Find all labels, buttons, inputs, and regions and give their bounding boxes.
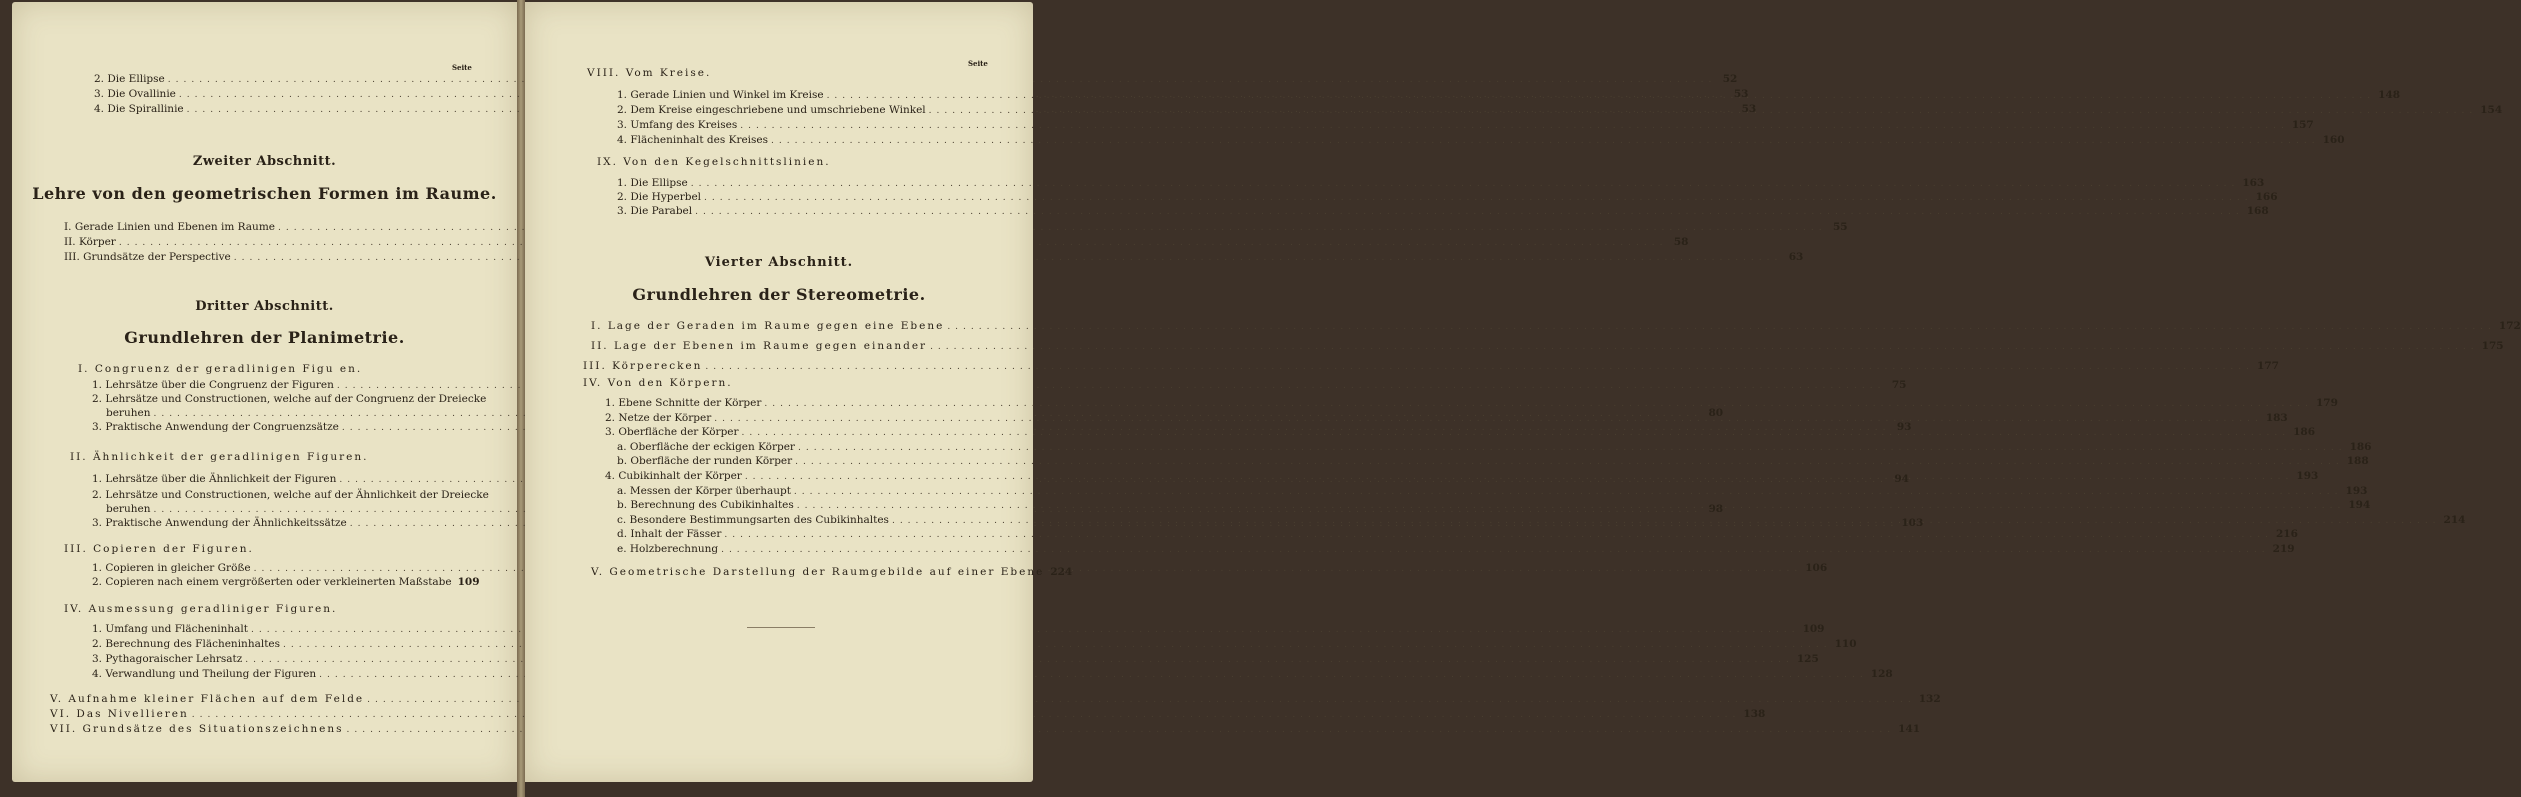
toc-entry-label: 4. Cubikinhalt der Körper [605, 470, 742, 482]
toc-entry-label: 2. Dem Kreise eingeschriebene und umschriebene Winkel [617, 104, 926, 116]
toc-entry-label: 4. Die Spirallinie [94, 103, 184, 115]
toc-entry-page: 193 [2345, 484, 2368, 497]
chapter-title-text: IV. Ausmessung geradliniger Figuren. [64, 603, 338, 615]
toc-entry-label: I. Lage der Geraden im Raume gegen eine Ebene [591, 320, 945, 332]
toc-entry [617, 176, 2265, 191]
toc-entry [583, 359, 2279, 374]
dot-leader [724, 528, 2273, 542]
toc-entry-page: 193 [2296, 470, 2319, 482]
dot-leader [764, 397, 2313, 411]
dot-leader [892, 514, 2441, 528]
toc-entry [617, 527, 2298, 542]
toc-entry-page: 186 [2293, 426, 2316, 439]
seite-label: Seite [968, 59, 988, 68]
toc-entry-page: 52 [1722, 73, 1738, 85]
toc-entry-label: I. Gerade Linien und Ebenen im Raume [64, 221, 275, 233]
toc-entry-label: e. Holzberechnung [617, 543, 719, 555]
toc-entry [50, 707, 1766, 722]
dot-leader [929, 104, 2478, 118]
toc-entry [92, 622, 1825, 637]
toc-entry-page: 160 [2322, 134, 2345, 146]
toc-entry-page: 216 [2275, 528, 2298, 541]
section-subtitle: Grundlehren der Planimetrie. [124, 328, 405, 347]
toc-entry [605, 396, 2338, 411]
toc-entry-label: a. Messen der Körper überhaupt [617, 484, 791, 497]
toc-entry [591, 319, 2521, 334]
dot-leader [930, 340, 2479, 354]
toc-entry-text: 2. Lehrsätze und Constructionen, welche auf der Congruenz der Dreiecke [92, 393, 487, 405]
toc-entry-text: 2. Lehrsätze und Constructionen, welche auf der Ähnlichkeit der Dreiecke [92, 489, 489, 501]
toc-entry-page: 98 [1708, 503, 1724, 515]
toc-entry-page: 188 [2346, 455, 2369, 468]
toc-entry-page: 125 [1796, 653, 1819, 665]
dot-leader [283, 638, 1832, 652]
toc-entry-page: 106 [1805, 562, 1828, 574]
toc-entry [591, 339, 2504, 354]
seite-label: Seite [452, 63, 472, 72]
toc-entry-page: 154 [2480, 104, 2503, 116]
chapter-title-text: I. Congruenz der geradlinigen Figu en. [78, 363, 363, 375]
toc-entry-page: 128 [1870, 668, 1893, 680]
toc-entry-page: 138 [1743, 708, 1766, 720]
toc-entry-label: 3. Die Ovallinie [94, 88, 176, 100]
toc-entry-label: beruhen [106, 407, 151, 419]
toc-entry-label: 3. Praktische Anwendung der Ähnlichkeitssätze [92, 517, 347, 529]
toc-entry-page: 163 [2242, 177, 2265, 189]
toc-entry-label: 2. Die Ellipse [94, 73, 165, 85]
section-heading: Dritter Abschnitt. [195, 299, 334, 314]
toc-entry [591, 565, 1073, 580]
toc-entry-label: II. Körper [64, 236, 116, 248]
section-subtitle: Grundlehren der Stereometrie. [632, 285, 926, 304]
chapter-title-text: IX. Von den Kegelschnittslinien. [597, 156, 831, 168]
dot-leader [798, 441, 2347, 455]
toc-entry-label: 4. Flächeninhalt des Kreises [617, 134, 769, 146]
chapter-title-text: II. Ähnlichkeit der geradlinigen Figuren. [70, 451, 369, 463]
toc-entry [50, 692, 1941, 707]
toc-entry [50, 722, 1921, 737]
dot-leader [827, 89, 2376, 103]
toc-entry [617, 190, 2278, 205]
toc-entry-page: 168 [2246, 205, 2269, 217]
toc-entry-page: 141 [1898, 723, 1921, 735]
dot-leader [742, 426, 2291, 440]
toc-entry-page: 179 [2315, 397, 2338, 409]
chapter-title [587, 66, 711, 80]
chapter-title [70, 450, 369, 464]
toc-entry-label: 3. Umfang des Kreises [617, 119, 738, 131]
toc-entry-label: 1. Gerade Linien und Winkel im Kreise [617, 89, 824, 101]
toc-entry-label: 1. Umfang und Flächeninhalt [92, 623, 248, 635]
toc-entry-page: 219 [2272, 543, 2295, 555]
toc-entry [617, 440, 2372, 455]
toc-entry-page: 194 [2348, 499, 2371, 512]
dot-leader [278, 221, 1827, 235]
toc-entry-label: 3. Pythagoraischer Lehrsatz [92, 653, 243, 665]
chapter-title [64, 542, 254, 556]
toc-entry-page: 93 [1896, 421, 1912, 433]
toc-entry-label: III. Körperecken [583, 360, 703, 372]
toc-entry [64, 220, 1848, 235]
toc-entry-page: 103 [1901, 517, 1924, 529]
toc-entry-label: d. Inhalt der Fässer [617, 528, 722, 541]
toc-entry-label: VI. Das Nivellieren [50, 708, 189, 720]
toc-entry-label: 2. Netze der Körper [605, 411, 712, 424]
toc-entry [92, 667, 1893, 682]
dot-leader [947, 320, 2496, 334]
toc-entry-label: 2. Berechnung des Flächeninhaltes [92, 638, 281, 650]
toc-entry-label: 1. Lehrsätze über die Ähnlichkeit der Figuren [92, 473, 337, 485]
dot-leader [794, 485, 2343, 499]
toc-entry-page: 214 [2443, 513, 2466, 526]
toc-entry-label: VII. Grundsätze des Situationszeichnens [50, 723, 344, 735]
toc-entry-page: 177 [2257, 360, 2279, 372]
toc-entry [617, 118, 2314, 133]
section-subtitle: Lehre von den geometrischen Formen im Raume. [32, 184, 497, 203]
dot-leader [714, 412, 2263, 426]
toc-entry-label: 2. Copieren nach einem vergrößerten oder verkleinerten Maßstabe [92, 576, 452, 588]
toc-entry-page: 75 [1891, 379, 1907, 391]
toc-entry-label: b. Oberfläche der runden Körper [617, 455, 793, 468]
dot-leader [795, 455, 2344, 469]
dot-leader [745, 470, 2294, 484]
toc-entry-label: a. Oberfläche der eckigen Körper [617, 440, 795, 453]
dot-leader [721, 543, 2270, 557]
toc-entry-label: 1. Copieren in gleicher Größe [92, 562, 251, 574]
toc-entry-page: 172 [2498, 320, 2521, 332]
dot-leader [691, 177, 2240, 191]
toc-entry [92, 488, 489, 502]
toc-entry [92, 652, 1819, 667]
toc-entry [617, 204, 2269, 219]
toc-entry-page: 80 [1708, 407, 1724, 419]
toc-entry-page: 53 [1733, 88, 1749, 100]
toc-entry-label: 1. Ebene Schnitte der Körper [605, 397, 762, 409]
toc-entry-page: 157 [2291, 119, 2314, 131]
chapter-title [78, 362, 362, 376]
toc-entry [617, 133, 2345, 148]
toc-entry-page: 224 [1050, 566, 1073, 578]
toc-entry-page: 58 [1673, 236, 1689, 248]
chapter-title-text: III. Copieren der Figuren. [64, 543, 254, 555]
toc-entry-page: 148 [2378, 89, 2401, 101]
chapter-title-text: IV. Von den Körpern. [583, 377, 733, 389]
chapter-title-text: VIII. Vom Kreise. [587, 67, 712, 79]
dot-leader [705, 360, 2254, 374]
toc-entry [617, 484, 2368, 499]
toc-entry-label: 4. Verwandlung und Theilung der Figuren [92, 668, 317, 680]
toc-entry-label: II. Lage der Ebenen im Raume gegen einander [591, 340, 928, 352]
toc-entry-page: 63 [1788, 251, 1804, 263]
toc-entry [617, 454, 2369, 469]
toc-entry [92, 637, 1857, 652]
divider-rule [747, 627, 815, 628]
dot-leader [740, 119, 2289, 133]
toc-entry-label: 3. Die Parabel [617, 205, 693, 217]
toc-entry-label: 2. Die Hyperbel [617, 191, 702, 203]
section-heading: Vierter Abschnitt. [704, 255, 854, 270]
toc-entry [92, 392, 486, 406]
toc-entry [617, 542, 2295, 557]
toc-entry-label: V. Geometrische Darstellung der Raumgebilde auf einer Ebene [591, 566, 1045, 578]
toc-entry-page: 55 [1832, 221, 1848, 233]
toc-entry-label: 1. Die Ellipse [617, 177, 688, 189]
toc-entry-page: 109 [457, 576, 480, 588]
toc-entry-label: 3. Oberfläche der Körper [605, 426, 739, 439]
toc-entry-page: 53 [1741, 103, 1757, 115]
toc-entry-page: 110 [1834, 638, 1857, 650]
section-heading: Zweiter Abschnitt. [192, 154, 337, 169]
toc-entry-page: 166 [2255, 191, 2278, 203]
dot-leader [704, 191, 2253, 205]
toc-entry-label: c. Besondere Bestimmungsarten des Cubikinhaltes [617, 513, 889, 526]
toc-entry [92, 575, 480, 590]
dot-leader [695, 205, 2244, 219]
toc-entry [64, 235, 1689, 250]
dot-leader [771, 134, 2320, 148]
toc-entry-page: 109 [1802, 623, 1825, 635]
toc-entry-label: 3. Praktische Anwendung der Congruenzsätze [92, 421, 339, 433]
chapter-title [583, 376, 733, 390]
toc-entry-label: 1. Lehrsätze über die Congruenz der Figuren [92, 379, 334, 391]
toc-entry-page: 94 [1894, 473, 1909, 485]
toc-entry-label: III. Grundsätze der Perspective [64, 251, 231, 263]
chapter-title [64, 602, 337, 616]
toc-entry-label: b. Berechnung des Cubikinhaltes [617, 499, 794, 512]
toc-entry-page: 132 [1918, 693, 1941, 705]
toc-entry-label: beruhen [106, 503, 151, 515]
toc-entry-page: 175 [2481, 340, 2504, 352]
toc-entry-page: 183 [2265, 411, 2288, 424]
toc-entry-page: 186 [2349, 440, 2372, 453]
chapter-title [597, 155, 831, 169]
toc-entry-label: V. Aufnahme kleiner Flächen auf dem Felde [50, 693, 365, 705]
dot-leader [797, 499, 2346, 513]
